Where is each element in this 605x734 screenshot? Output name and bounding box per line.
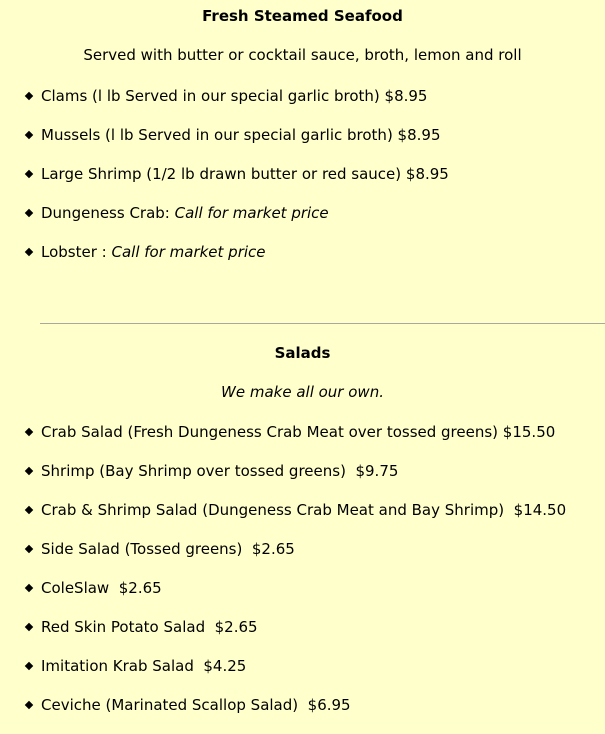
list-item: [0, 500, 566, 539]
bullet-icon: [25, 662, 33, 670]
item-text: Red Skin Potato Salad $2.65: [41, 618, 258, 636]
list-item: [0, 578, 566, 617]
item-text: Imitation Krab Salad $4.25: [41, 657, 247, 675]
item-text: ColeSlaw $2.65: [41, 579, 162, 597]
list-item: [0, 164, 449, 203]
item-text: Dungeness Crab:: [41, 204, 175, 222]
list-item: [0, 539, 566, 578]
item-text: Lobster :: [41, 243, 112, 261]
item-text: Large Shrimp (1/2 lb drawn butter or red sauce) $8.95: [41, 165, 449, 183]
seafood-menu-list: [0, 86, 449, 281]
bullet-icon: [25, 209, 33, 217]
item-text: Crab & Shrimp Salad (Dungeness Crab Meat and Bay Shrimp) $14.50: [41, 501, 567, 519]
bullet-icon: [25, 248, 33, 256]
bullet-icon: [25, 545, 33, 553]
salads-section-subtitle: We make all our own.: [221, 383, 384, 401]
bullet-icon: [25, 131, 33, 139]
market-price-note: Call for market price: [174, 204, 329, 222]
bullet-icon: [25, 428, 33, 436]
item-text: Mussels (l lb Served in our special garlic broth) $8.95: [41, 126, 441, 144]
seafood-section-title: Fresh Steamed Seafood: [202, 7, 403, 25]
list-item: [0, 242, 449, 281]
bullet-icon: [25, 584, 33, 592]
seafood-section-subtitle: Served with butter or cocktail sauce, broth, lemon and roll: [83, 46, 522, 64]
bullet-icon: [25, 92, 33, 100]
bullet-icon: [25, 623, 33, 631]
bullet-icon: [25, 701, 33, 709]
list-item: [0, 203, 449, 242]
item-text: Clams (l lb Served in our special garlic broth) $8.95: [41, 87, 428, 105]
item-text: Side Salad (Tossed greens) $2.65: [41, 540, 295, 558]
market-price-note: Call for market price: [111, 243, 266, 261]
item-text: Shrimp (Bay Shrimp over tossed greens) $9.75: [41, 462, 399, 480]
list-item: [0, 695, 566, 734]
salads-menu-list: [0, 422, 566, 734]
bullet-icon: [25, 506, 33, 514]
list-item: [0, 125, 449, 164]
section-divider: [40, 323, 605, 324]
list-item: [0, 86, 449, 125]
salads-section-title: Salads: [274, 344, 331, 362]
list-item: [0, 422, 566, 461]
list-item: [0, 461, 566, 500]
item-text: Ceviche (Marinated Scallop Salad) $6.95: [41, 696, 351, 714]
bullet-icon: [25, 170, 33, 178]
bullet-icon: [25, 467, 33, 475]
item-text: Crab Salad (Fresh Dungeness Crab Meat over tossed greens) $15.50: [41, 423, 556, 441]
list-item: [0, 617, 566, 656]
list-item: [0, 656, 566, 695]
